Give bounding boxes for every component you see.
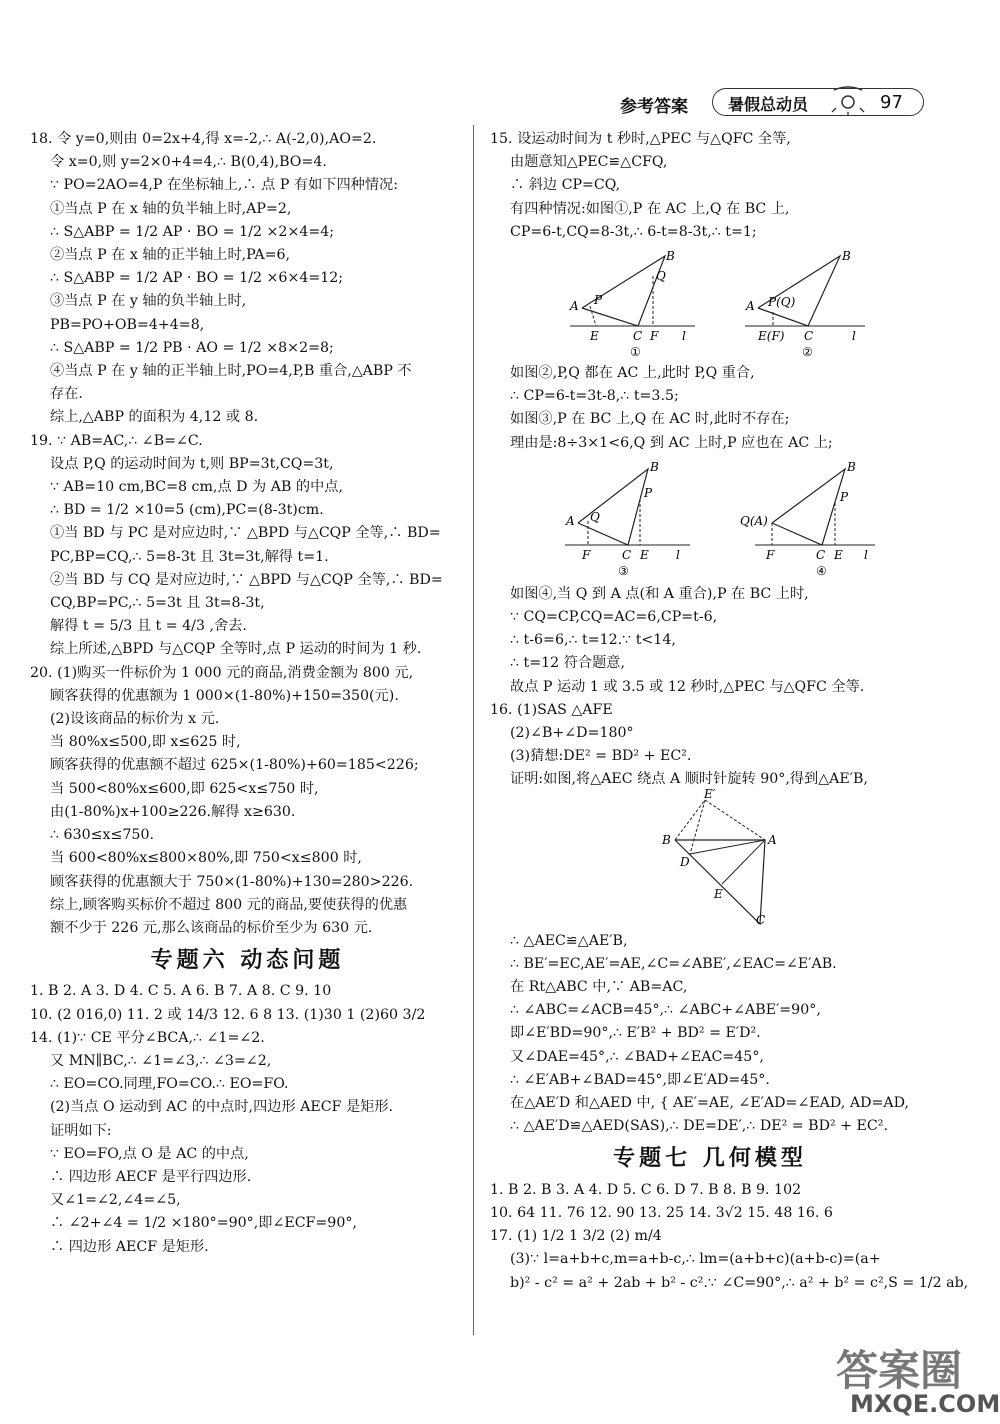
figure-label: A — [746, 299, 755, 314]
figure-label: ④ — [816, 563, 827, 578]
answer-line: ①当 BD 与 PC 是对应边时,∵ △BPD 与△CQP 全等,∴ BD= — [50, 525, 441, 542]
answer-line: CQ,BP=PC,∴ 5=3t 且 3t=8-3t, — [50, 595, 265, 612]
figure-label: B — [842, 249, 851, 264]
answer-line: 当 500<80%x≤600,即 625<x≤750 时, — [50, 780, 319, 797]
answer-line: 故点 P 运动 1 或 3.5 或 12 秒时,△PEC 与△QFC 全等. — [510, 678, 865, 695]
header-section-label: 参考答案 — [620, 97, 688, 117]
answer-line: 由题意知△PEC≌△CFQ, — [510, 154, 668, 171]
answer-line: ∴ S△ABP = 1/2 AP · BO = 1/2 ×6×4=12; — [50, 270, 344, 287]
figure-label: Q — [590, 509, 600, 524]
figure-label: E′ — [704, 786, 716, 801]
answer-line: 当 600<80%x≤800×80%,即 750<x≤800 时, — [50, 850, 362, 867]
figure-label: F — [582, 547, 591, 562]
answer-line: (3)猜想:DE² = BD² + EC². — [510, 748, 692, 765]
answer-line: ④当点 P 在 y 轴的正半轴上时,PO=4,P,B 重合,△ABP 不 — [50, 363, 412, 380]
answer-line: 10. 64 11. 76 12. 90 13. 25 14. 3√2 15. 48 16. 6 — [490, 1204, 833, 1221]
answer-line: PB=PO+OB=4+4=8, — [50, 316, 205, 333]
figure-label: E(F) — [758, 329, 785, 344]
answer-line: ∴ △AEC≌△AE′B, — [510, 932, 628, 949]
figure-label: P — [594, 293, 603, 308]
answer-line: 设点 P,Q 的运动时间为 t,则 BP=3t,CQ=3t, — [50, 455, 334, 472]
answer-line: 即∠E′BD=90°,∴ E′B² + BD² = E′D². — [510, 1025, 761, 1042]
figure-label: C — [756, 912, 766, 927]
answer-line: ∴ 四边形 AECF 是矩形. — [50, 1238, 209, 1255]
figure-label: B — [662, 832, 671, 847]
answer-line: 20. (1)购买一件标价为 1 000 元的商品,消费金额为 800 元, — [30, 664, 414, 681]
problem-15-cases — [490, 362, 930, 455]
answer-line: ∴ 四边形 AECF 是平行四边形. — [50, 1168, 252, 1185]
answer-line: 综上所述,△BPD 与△CQP 全等时,点 P 运动的时间为 1 秒. — [50, 641, 422, 658]
figure-label: l — [852, 329, 856, 344]
answer-line: 额不少于 226 元,那么该商品的标价至少为 630 元. — [50, 919, 373, 936]
answer-line: 在△AE′D 和△AED 中, { AE′=AE, ∠E′AD=∠EAD, AD=AD, — [510, 1095, 909, 1112]
answer-line: b)² - c² = a² + 2ab + b² - c².∵ ∠C=90°,∴ a² + b² = c²,S = 1/2 ab, — [510, 1274, 969, 1291]
answer-line: ∴ △AE′D≌△AED(SAS),∴ DE=DE′,∴ DE² = BD² + EC². — [510, 1118, 888, 1135]
answer-line: 有四种情况:如图①,P 在 AC 上,Q 在 BC 上, — [510, 200, 790, 217]
answer-line: ∵ CQ=CP,CQ=AC=6,CP=t-6, — [510, 609, 718, 626]
answer-line: 10. (2 016,0) 11. 2 或 14/3 12. 6 8 13. (1)30 1 (2)60 3/2 — [30, 1006, 426, 1023]
answer-line: 又∠1=∠2,∠4=∠5, — [50, 1192, 181, 1209]
section-seven-title: 专题七 几何模型 — [613, 1146, 807, 1172]
figure-label: ③ — [618, 563, 629, 578]
answer-line: 1. B 2. A 3. D 4. C 5. A 6. B 7. A 8. C 9. 10 — [30, 983, 332, 1000]
figure-label: Q — [656, 269, 666, 284]
answer-line: 令 x=0,则 y=2×0+4=4,∴ B(0,4),BO=4. — [50, 154, 327, 171]
figure-label: E — [590, 329, 599, 344]
answer-line: 综上,△ABP 的面积为 4,12 或 8. — [50, 409, 259, 426]
answer-line: ∴ ∠E′AB+∠BAD=45°,即∠E′AD=45°. — [510, 1071, 770, 1088]
answer-line: ②当 BD 与 CQ 是对应边时,∵ △BPD 与△CQP 全等,∴ BD= — [50, 571, 443, 588]
section-six-title: 专题六 动态问题 — [150, 948, 345, 974]
figure-label: C — [816, 547, 826, 562]
figure-label: ① — [630, 345, 641, 360]
answer-line: ③当点 P 在 y 轴的负半轴上时, — [50, 293, 247, 310]
watermark-logo — [830, 1338, 1000, 1424]
figure-label: E — [640, 547, 649, 562]
section-seven-answers — [490, 1179, 969, 1295]
figure-label: A — [566, 513, 575, 528]
answer-line: ∴ t-6=6,∴ t=12.∵ t<14, — [510, 632, 676, 649]
answer-line: ②当点 P 在 x 轴的正半轴上时,PA=6, — [50, 247, 291, 264]
answer-line: ∵ AB=10 cm,BC=8 cm,点 D 为 AB 的中点, — [50, 479, 343, 496]
header-brand: 暑假总动员 — [728, 95, 809, 114]
answer-line: 顾客获得的优惠额不超过 625×(1-80%)+60=185<226; — [50, 757, 419, 774]
answer-line: 如图③,P 在 BC 上,Q 在 AC 时,此时不存在; — [510, 411, 790, 428]
answer-line: 存在. — [50, 386, 83, 403]
answer-line: ∴ BD = 1/2 ×10=5 (cm),PC=(8-3t)cm. — [50, 502, 324, 519]
figure-label: B — [847, 459, 856, 474]
problem-15-16-text — [490, 583, 930, 792]
figure-label: F — [766, 547, 775, 562]
answer-line: ∴ ∠ABC=∠ACB=45°,∴ ∠ABC+∠ABE′=90°, — [510, 1002, 821, 1019]
answer-line: ∴ ∠2+∠4 = 1/2 ×180°=90°,即∠ECF=90°, — [50, 1215, 357, 1232]
answer-line: 顾客获得的优惠额大于 750×(1-80%)+130=280>226. — [50, 873, 414, 890]
figure-label: P — [644, 485, 653, 500]
answer-line: 证明:如图,将△AEC 绕点 A 顺时针旋转 90°,得到△AE′B, — [510, 771, 868, 788]
answer-line: 如图②,P,Q 都在 AC 上,此时 P,Q 重合, — [510, 365, 755, 382]
figure-label: C — [633, 329, 643, 344]
answer-line: 理由是:8÷3×1<6,Q 到 AC 上时,P 应也在 AC 上; — [510, 434, 833, 451]
answer-line: 在 Rt△ABC 中,∵ AB=AC, — [510, 979, 688, 996]
answer-line: (2)当点 O 运动到 AC 的中点时,四边形 AECF 是矩形. — [50, 1099, 394, 1116]
answer-line: 如图④,当 Q 到 A 点(和 A 重合),P 在 BC 上时, — [510, 585, 809, 602]
figure-3-4 — [490, 459, 910, 579]
figure-label: l — [682, 329, 686, 344]
answer-line: 14. (1)∵ CE 平分∠BCA,∴ ∠1=∠2. — [30, 1029, 265, 1046]
answer-line: 综上,顾客购买标价不超过 800 元的商品,要使获得的优惠 — [50, 896, 408, 913]
figure-label: B — [650, 459, 659, 474]
answer-line: 17. (1) 1/2 1 3/2 (2) m/4 — [490, 1228, 662, 1245]
figure-5 — [490, 786, 910, 927]
figure-label: l — [864, 547, 868, 562]
answer-line: 15. 设运动时间为 t 秒时,△PEC 与△QFC 全等, — [490, 131, 791, 147]
answer-line: 由(1-80%)x+100≥226.解得 x≥630. — [50, 803, 296, 820]
left-column — [30, 128, 465, 1259]
answer-line: 证明如下: — [50, 1122, 112, 1139]
answer-line: ∵ PO=2AO=4,P 在坐标轴上,∴ 点 P 有如下四种情况: — [50, 177, 398, 194]
sun-icon — [828, 82, 868, 116]
figure-label: l — [676, 547, 680, 562]
column-divider — [473, 125, 474, 1335]
answer-line: 解得 t = 5/3 且 t = 4/3 ,舍去. — [50, 618, 247, 635]
answer-line: 又 MN∥BC,∴ ∠1=∠3,∴ ∠3=∠2, — [50, 1052, 272, 1069]
right-column — [490, 128, 969, 1295]
answer-line: (2)∠B+∠D=180° — [510, 725, 634, 742]
figure-label: Q(A) — [740, 513, 768, 528]
answer-line: ∴ EO=CO.同理,FO=CO.∴ EO=FO. — [50, 1076, 289, 1093]
answer-line: PC,BP=CQ,∴ 5=8-3t 且 3t=3t,解得 t=1. — [50, 548, 329, 565]
page-number: 97 — [880, 92, 903, 113]
answer-line: 当 80%x≤500,即 x≤625 时, — [50, 734, 241, 751]
answer-line: ①当点 P 在 x 轴的负半轴上时,AP=2, — [50, 200, 292, 217]
watermark-line1: 答案圈 — [836, 1346, 963, 1395]
answer-line: 顾客获得的优惠额为 1 000×(1-80%)+150=350(元). — [50, 687, 399, 704]
answer-line: ∴ 630≤x≤750. — [50, 827, 154, 844]
answer-line: 18. 令 y=0,则由 0=2x+4,得 x=-2,∴ A(-2,0),AO=2. — [30, 131, 377, 147]
left-answers-part2 — [30, 980, 465, 1258]
left-answers-part1 — [30, 128, 465, 940]
problem-15-text — [490, 128, 930, 244]
answer-line: (3)∵ l=a+b+c,m=a+b-c,∴ lm=(a+b+c)(a+b-c)=(a+ — [510, 1251, 881, 1268]
page-header — [620, 88, 930, 120]
answer-line: CP=6-t,CQ=8-3t,∴ 6-t=8-3t,∴ t=1; — [510, 223, 757, 240]
figure-label: C — [622, 547, 632, 562]
answer-line: ∵ EO=FO,点 O 是 AC 的中点, — [50, 1145, 249, 1162]
figure-label: ② — [802, 345, 813, 360]
figure-label: C — [804, 329, 814, 344]
figure-1-2 — [490, 248, 910, 358]
figure-label: A — [768, 832, 777, 847]
figure-label: P(Q) — [768, 295, 796, 310]
problem-16-proof — [490, 930, 930, 1139]
answer-line: ∴ BE′=EC,AE′=AE,∠C=∠ABE′,∠EAC=∠E′AB. — [510, 955, 837, 972]
answer-line: ∴ S△ABP = 1/2 AP · BO = 1/2 ×2×4=4; — [50, 223, 335, 240]
figure-label: A — [570, 299, 579, 314]
answer-line: 又∠DAE=45°,∴ ∠BAD+∠EAC=45°, — [510, 1048, 764, 1065]
figure-label: B — [666, 249, 675, 264]
answer-line: ∴ S△ABP = 1/2 PB · AO = 1/2 ×8×2=8; — [50, 339, 334, 356]
figure-label: E — [834, 547, 843, 562]
answer-line: 1. B 2. B 3. A 4. D 5. C 6. D 7. B 8. B 9. 102 — [490, 1181, 802, 1198]
answer-line: ∴ 斜边 CP=CQ, — [510, 177, 621, 194]
answer-line: ∴ CP=6-t=3t-8,∴ t=3.5; — [510, 388, 679, 405]
answer-line: (2)设该商品的标价为 x 元. — [50, 711, 220, 728]
figure-label: P — [840, 489, 849, 504]
figure-label: E — [714, 886, 723, 901]
answer-line: ∴ t=12 符合题意, — [510, 655, 625, 672]
watermark-line2: MXQE.COM — [850, 1390, 1000, 1418]
figure-label: F — [650, 329, 659, 344]
figure-label: D — [680, 854, 690, 869]
answer-line: 16. (1)SAS △AFE — [490, 701, 613, 718]
answer-line: 19. ∵ AB=AC,∴ ∠B=∠C. — [30, 432, 203, 449]
